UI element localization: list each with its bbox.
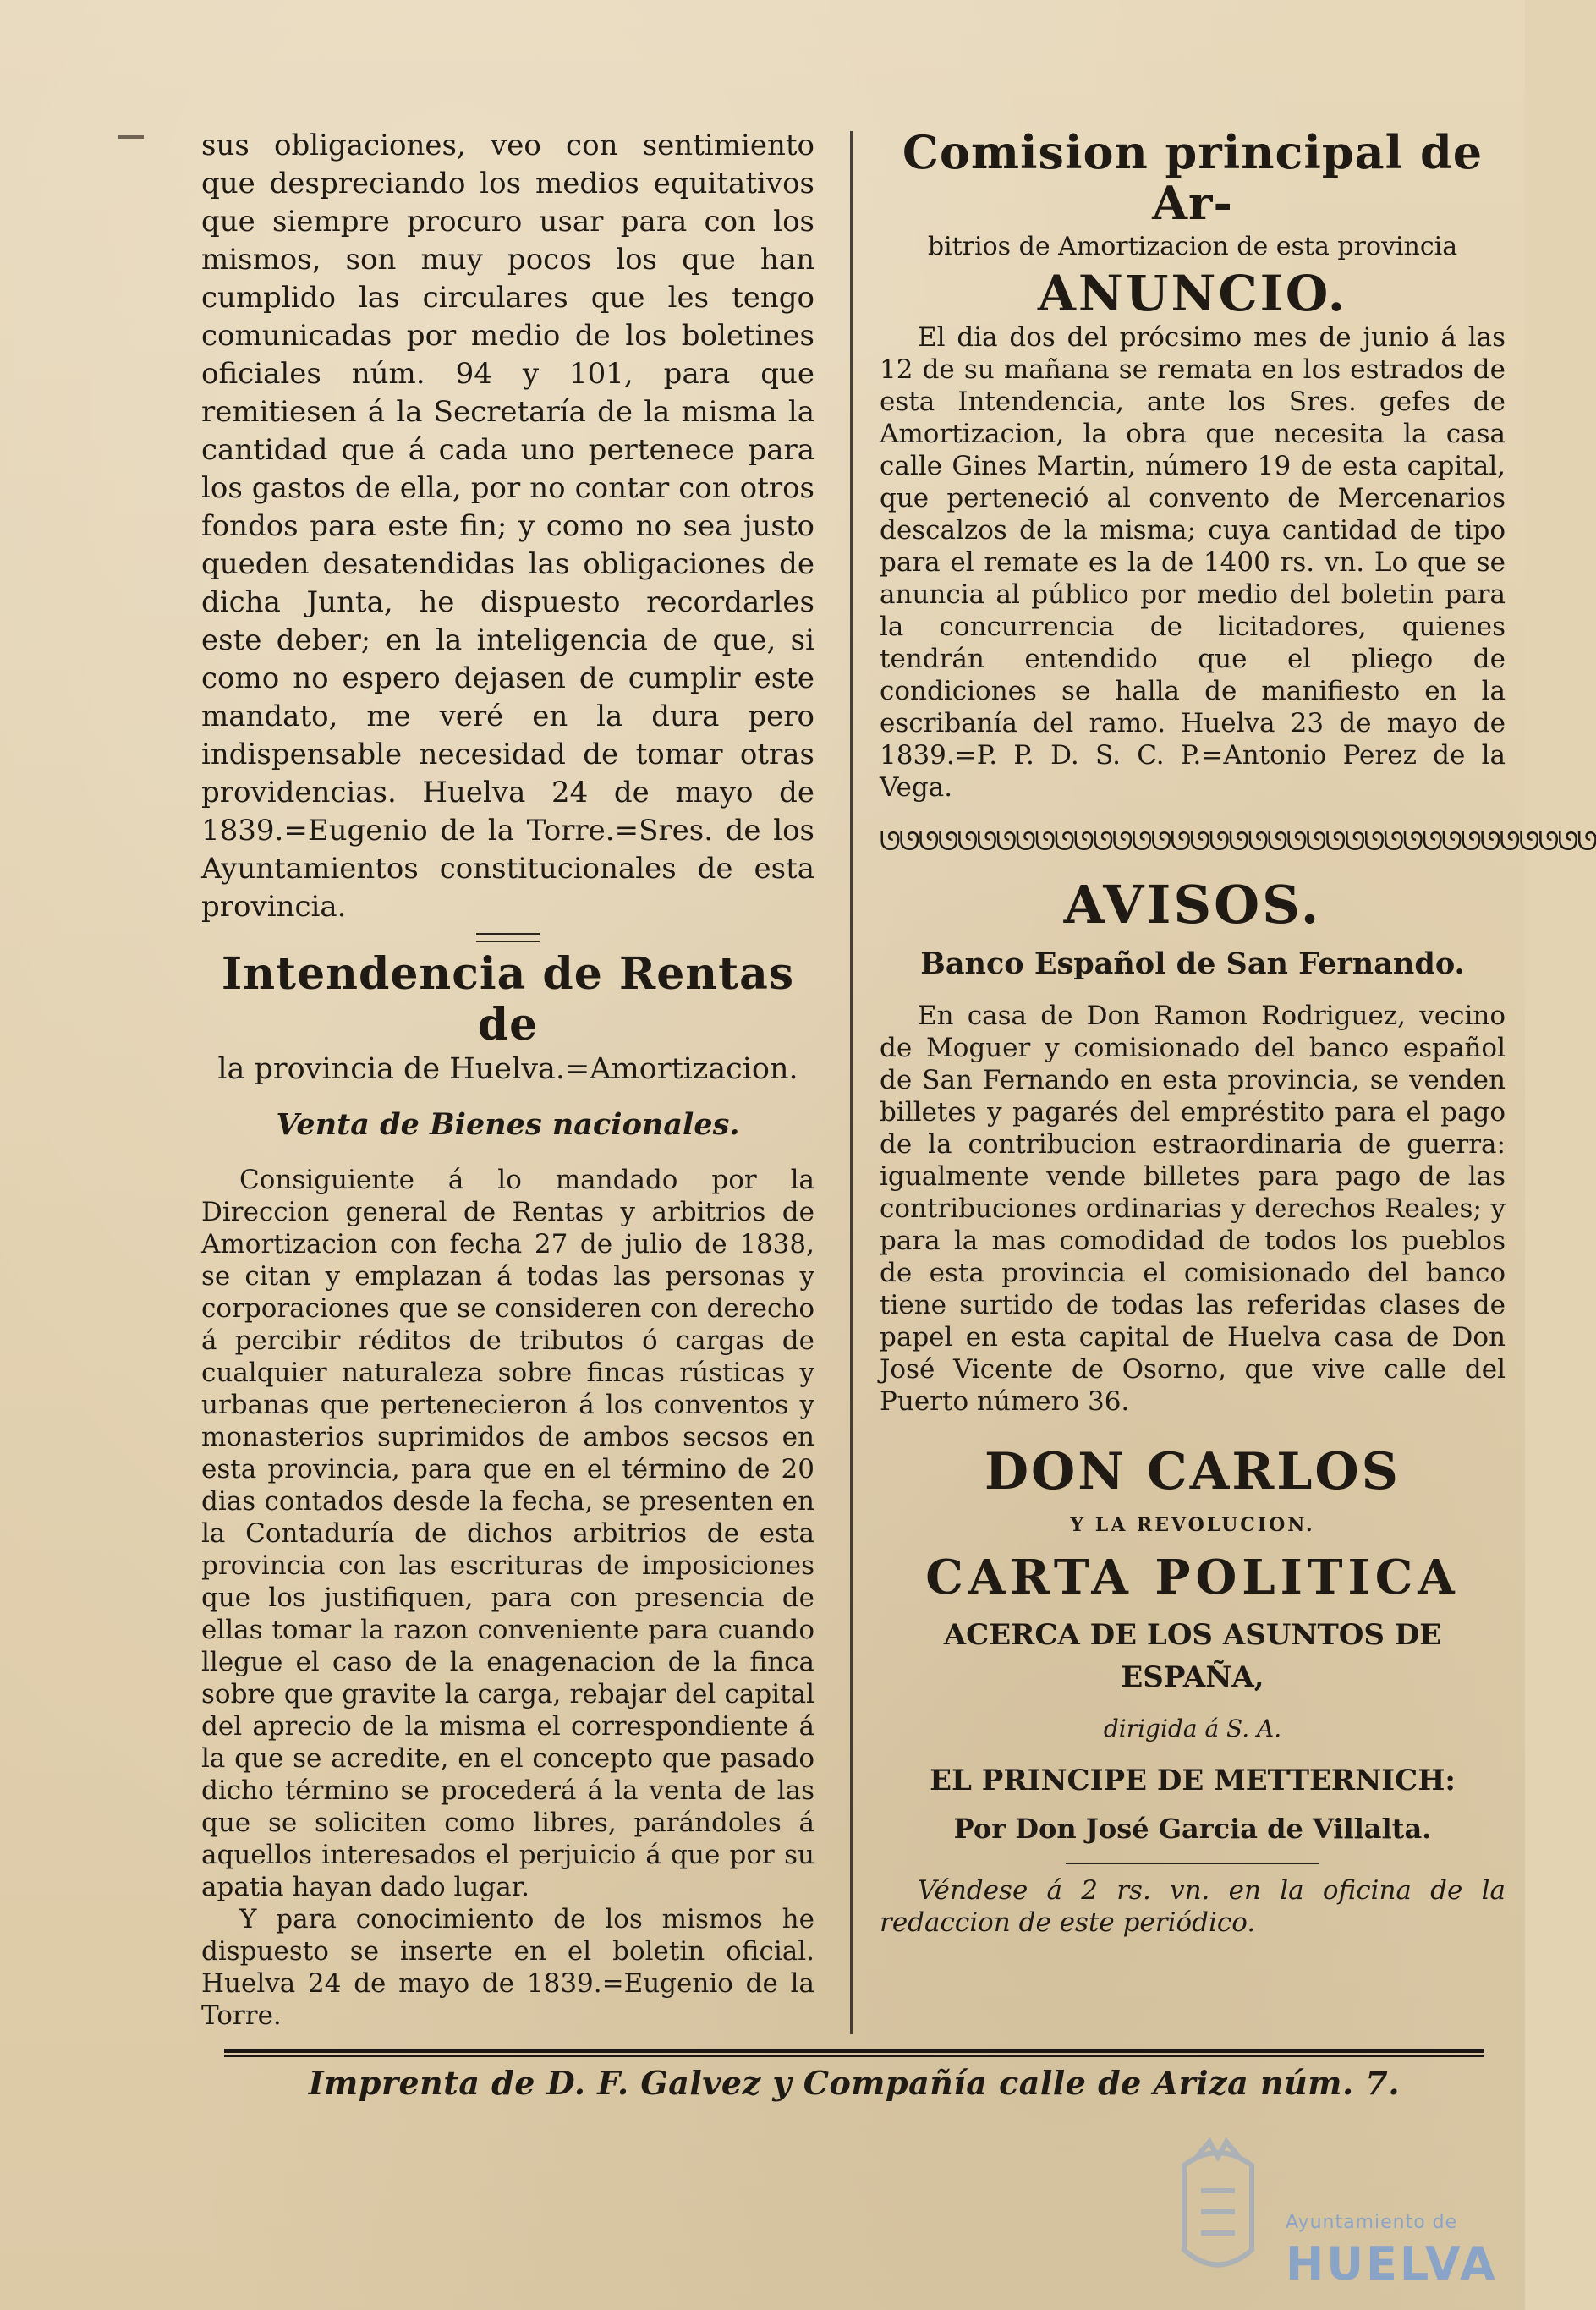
ornamental-rule: ᘎᘎᘎᘎᘎᘎᘎᘎᘎᘎᘎᘎᘎᘎᘎᘎᘎᘎᘎᘎᘎᘎᘎᘎᘎᘎᘎᘎᘎᘎᘎᘎᘎᘎᘎᘎᘎ [880,827,1596,857]
banco-title: Banco Español de San Fernando. [920,946,1465,981]
acerca-line: ACERCA DE LOS ASUNTOS DE ESPAÑA, [943,1618,1442,1694]
right-column [880,125,1596,2031]
bottom-rule-thin [224,2055,1484,2057]
venta-closing: Y para conocimiento de los mismos he dispuesto se inserte en el boletin oficial. Huelva 24 de mayo de 1839.=Eugenio de la Torre. [201,1904,814,2031]
avisos-heading: AVISOS. [1063,874,1322,936]
banco-text: En casa de Don Ramon Rodriguez, vecino de Moguer y comisionado del banco español de San Fernando en esta provincia, se venden billetes y pagarés del empréstito para el pago de la contribucion estraordinaria de guerra: igualmente vende billetes para pago de las contribuciones ordinarias y derechos Reales; y para la mas comodidad de todos los pueblos de esta provincia el comisionado del banco tiene surtido de todas las referidas clases de papel en esta capital de Huelva casa de Don José Vicente de Osorno, que vive calle del Puerto número 36. [880,1001,1506,1417]
stamp-text-bottom: HUELVA [1286,2237,1498,2291]
printer-imprint: Imprenta de D. F. Galvez y Compañía calle de Ariza núm. 7. [308,2064,1401,2102]
author-line: Por Don José Garcia de Villalta. [953,1813,1432,1845]
anuncio-text: El dia dos del prócsimo mes de junio á las 12 de su mañana se remata en los estrados de esta Intendencia, ante los Sres. gefes de Amortizacion, la obra que necesita la casa calle Gines Martin, número 19 de esta capital, que perteneció al convento de Mercenarios descalzos de la misma; cuya cantidad de tipo para el remate es la de 1400 rs. vn. Lo que se anuncia al público por medio del boletin para la concurrencia de licitadores, quienes tendrán entendido que el pliego de condiciones se halla de manifiesto en la escribanía del ramo. Huelva 23 de mayo de 1839.=P. P. D. S. C. P.=Antonio Perez de la Vega. [880,322,1506,803]
ink-mark [118,135,144,139]
don-carlos-heading: DON CARLOS [984,1442,1401,1501]
principe-line: EL PRINCIPE DE METTERNICH: [930,1764,1456,1797]
revolucion-line: Y LA REVOLUCION. [1070,1514,1315,1536]
intendencia-subtitle: la provincia de Huelva.=Amortizacion. [217,1052,798,1086]
vendese-text: Véndese á 2 rs. vn. en la oficina de la redaccion de este periódico. [880,1875,1506,1938]
venta-text: Consiguiente á lo mandado por la Direccion general de Rentas y arbitrios de Amortizacion con fecha 27 de julio de 1838, se citan y emplazan á todas las personas y corporaciones que se consideren con derecho á percibir réditos de tributos ó cargas de cualquier naturaleza sobre fincas rústicas y urbanas que pertenecieron á los conventos y monasterios suprimidos de ambos secsos en esta provincia, para que en el término de 20 dias contados desde la fecha, se presenten en la Contaduría de dichos arbitrios de esta provincia con las escrituras de imposiciones que los justifiquen, para con presencia de ellas tomar la razon conveniente para cuando llegue el caso de la enagenacion de la finca sobre que gravite la carga, rebajar del capital del aprecio de la misma el correspondiente á la que se acredite, en el concepto que pasado dicho término se procederá á la venta de las que se soliciten como libres, parándoles á aquellos interesados el perjuicio á que por su apatia hayan dado lugar. [201,1165,814,1902]
comision-subtitle: bitrios de Amortizacion de esta provincia [927,232,1458,261]
anuncio-heading: ANUNCIO. [1037,265,1348,322]
stamp-text-top: Ayuntamiento de [1286,2212,1458,2233]
intendencia-title: Intendencia de Rentas de [221,948,795,1051]
left-column [201,127,814,2031]
column-rule [850,131,853,2034]
carta-politica-heading: CARTA POLITICA [925,1550,1460,1605]
circular-text: sus obligaciones, veo con sentimiento que despreciando los medios equitativos que siempre procuro usar para con los mismos, son muy pocos los que han cumplido las circulares que les tengo comunicadas por medio de los boletines oficiales núm. 94 y 101, para que remitiesen á la Secretaría de la misma la cantidad que á cada uno pertenece para los gastos de ella, por no contar con otros fondos para este fin; y como no sea justo queden desatendidas las obligaciones de dicha Junta, he dispuesto recordarles este deber; en la inteligencia de que, si como no espero dejasen de cumplir este mandato, me veré en la dura pero indispensable necesidad de tomar otras providencias. Huelva 24 de mayo de 1839.=Eugenio de la Torre.=Sres. de los Ayuntamientos constitucionales de esta provincia. [201,129,814,924]
dirigida-line: dirigida á S. A. [1103,1715,1282,1742]
bottom-rule-thick [224,2049,1484,2053]
section-divider [476,933,540,942]
venta-title: Venta de Bienes nacionales. [276,1107,740,1142]
comision-title: Comision principal de Ar- [902,125,1484,230]
